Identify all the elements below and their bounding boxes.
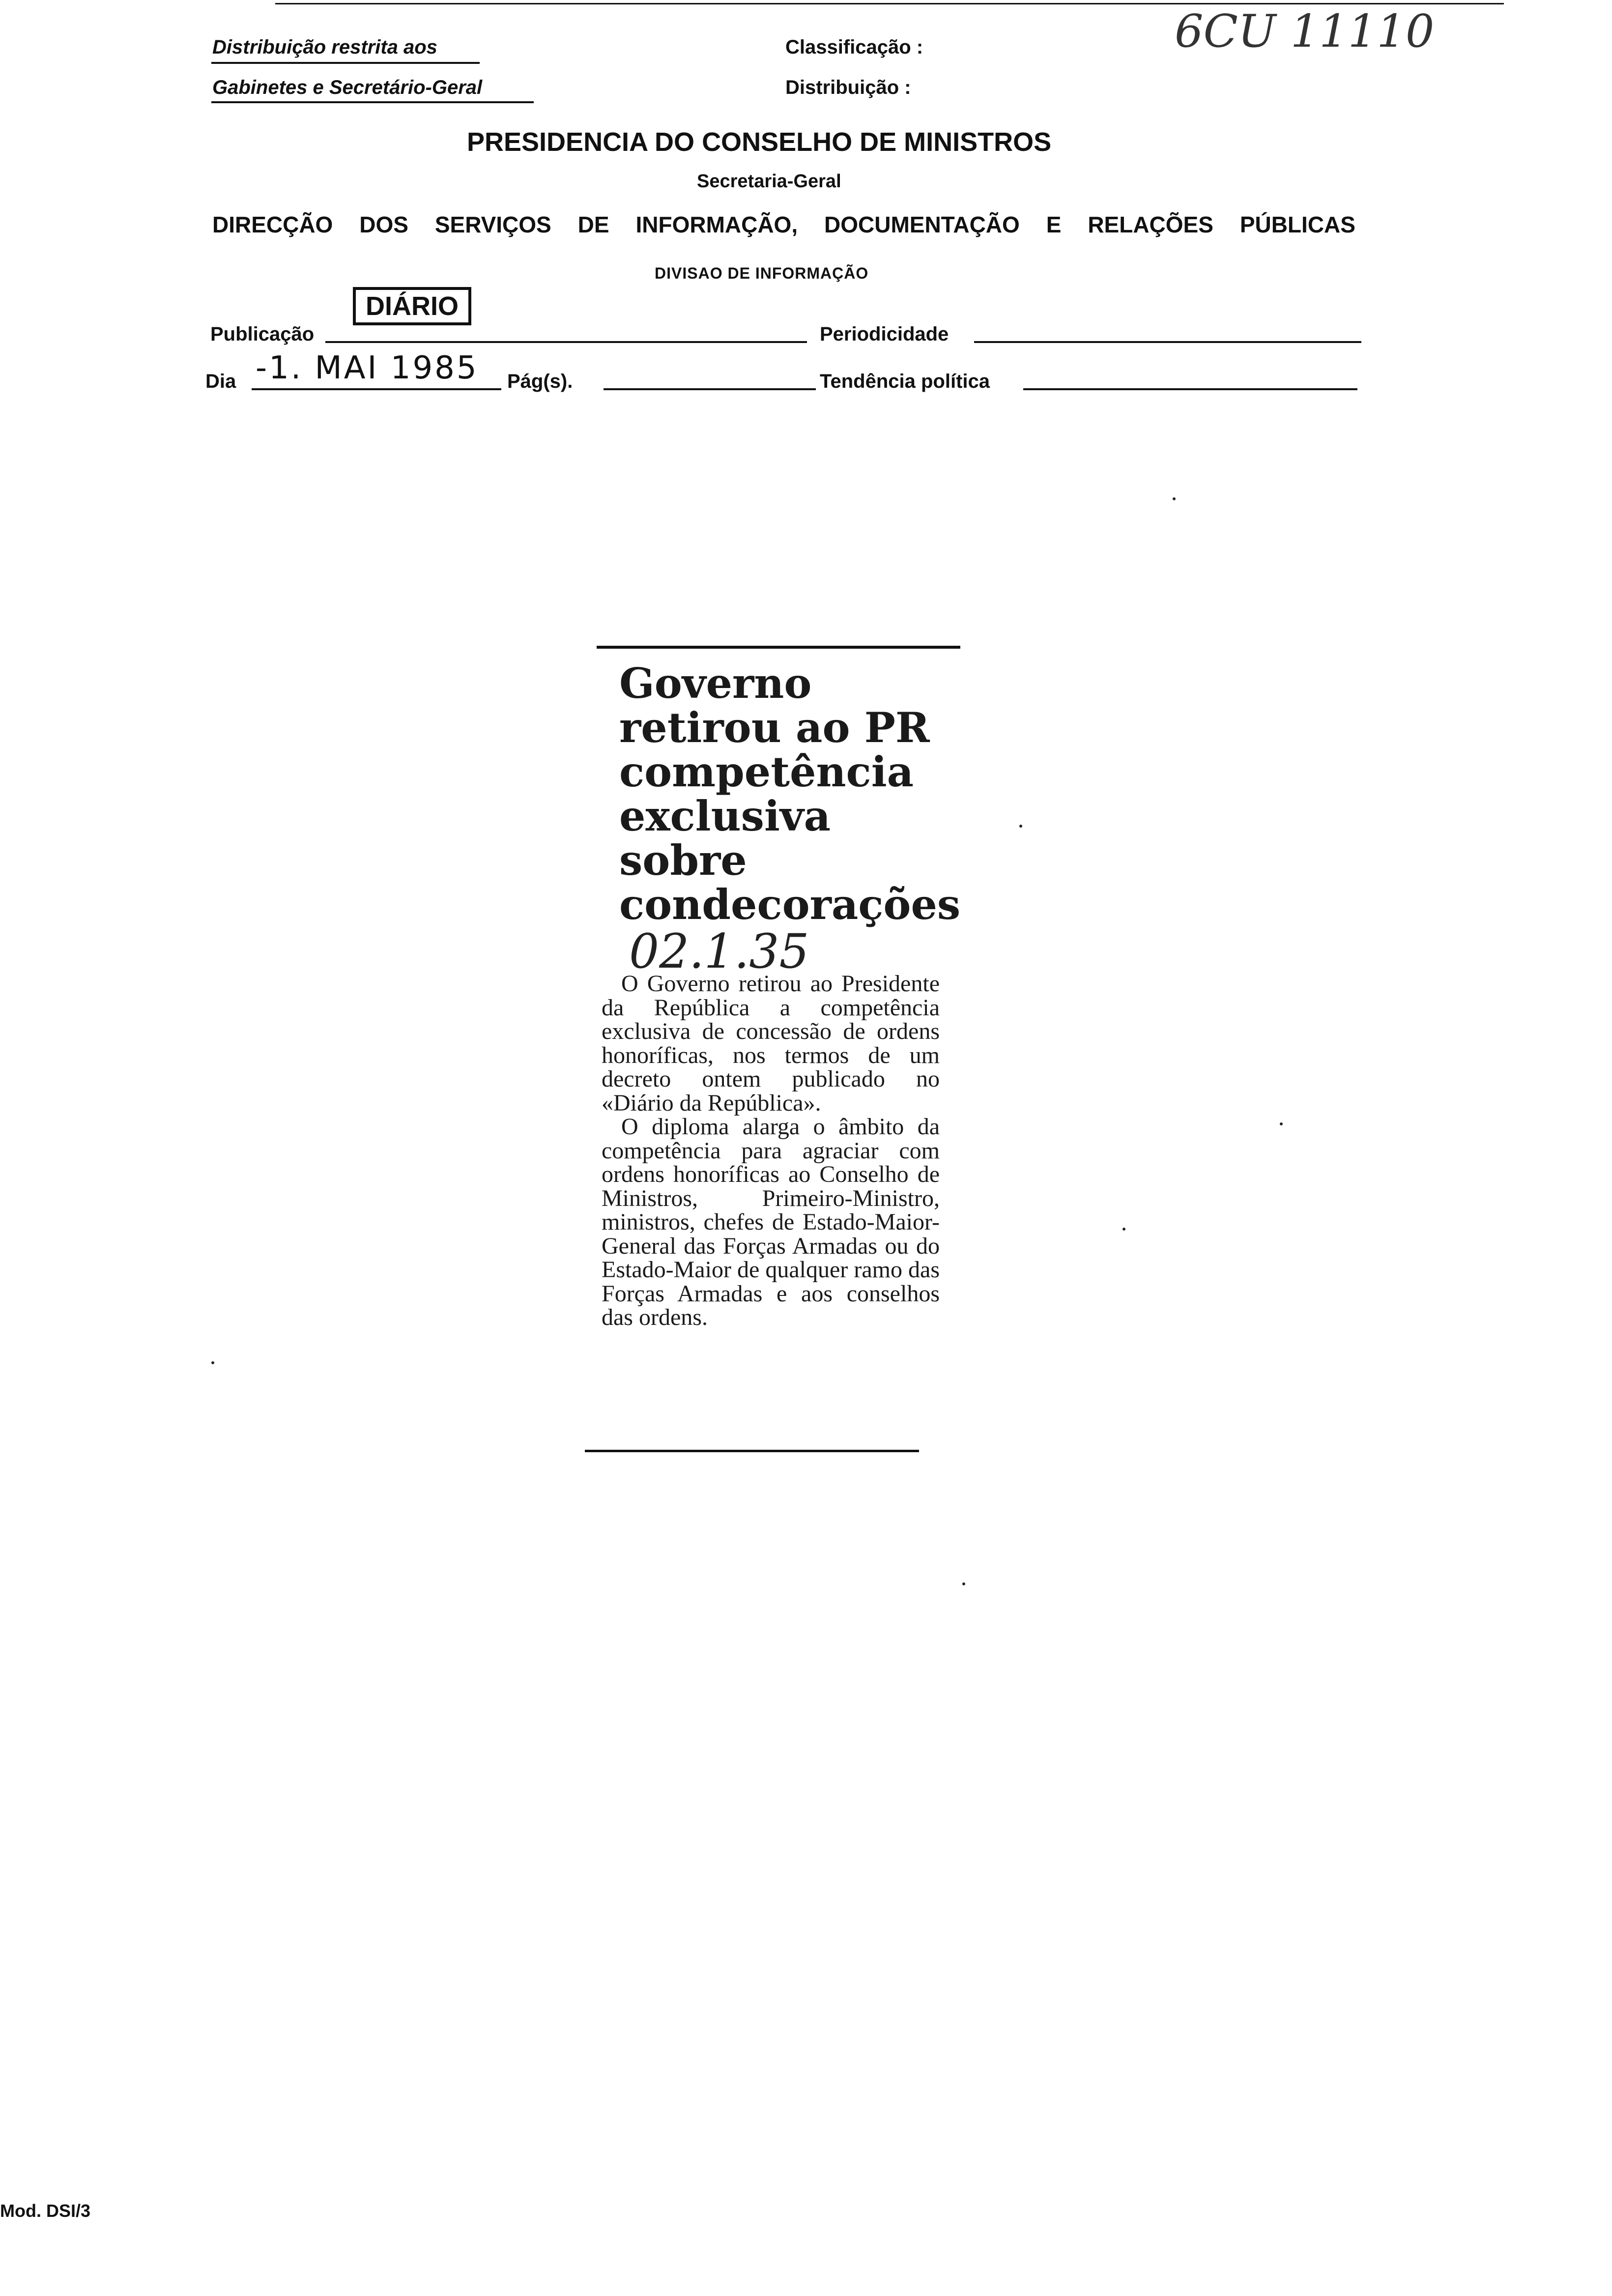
political-tendency-label: Tendência política [820,371,990,392]
scan-speck [1173,497,1176,500]
publication-field-line [325,341,807,343]
department-word: RELAÇÕES [1088,212,1213,237]
scan-speck [1019,825,1022,828]
scan-speck [1123,1228,1125,1231]
clipping-paragraph: O Governo retirou ao Presidente da República a competência exclusiva de concessão de ordens honoríficas, nos termos de um decreto ontem publicado no «Diário da República». [602,971,940,1116]
department-word: E [1046,212,1062,237]
headline-line: competência [619,747,914,796]
clipping-handwritten-note: 02.1.35 [629,924,809,979]
clipping-headline [619,661,963,927]
political-tendency-field-line [1023,388,1357,390]
department-word: DIRECÇÃO [212,212,333,237]
distribution-restricted-line2: Gabinetes e Secretário-Geral [212,77,483,98]
headline-line: retirou ao PR [619,703,930,752]
division-name: DIVISAO DE INFORMAÇÃO [655,264,869,282]
headline-line: exclusiva [619,792,831,840]
department-word: INFORMAÇÃO, [635,212,798,237]
department-word: DOS [359,212,408,237]
clipping-bottom-rule [585,1450,919,1452]
department-word: SERVIÇOS [434,212,551,237]
headline-line: sobre [619,836,747,885]
department-word: DE [577,212,609,237]
underline [211,101,534,103]
clipping-body [602,972,940,1330]
scan-speck [1280,1122,1283,1125]
page-title: PRESIDENCIA DO CONSELHO DE MINISTROS [467,127,1052,157]
scan-speck [211,1361,214,1364]
department-word: PÚBLICAS [1239,212,1355,237]
publication-stamp: DIÁRIO [353,287,471,325]
department-word: DOCUMENTAÇÃO [824,212,1020,237]
classification-label: Classificação : [785,36,923,58]
scan-edge-line [275,3,1504,4]
underline [211,62,480,64]
department-name [212,211,1355,238]
model-label: Mod. DSI/3 [0,2201,91,2221]
publication-label: Publicação [210,323,315,345]
handwritten-reference: 6CU 11110 [1175,5,1435,57]
pages-label: Pág(s). [507,371,573,392]
pages-field-line [604,388,816,390]
headline-line: Governo [619,659,812,708]
page-subtitle: Secretaria-Geral [697,171,841,192]
periodicity-field-line [974,341,1361,343]
clipping-paragraph: O diploma alarga o âmbito da competência para agraciar com ordens honoríficas ao Conselho de Ministros, Primeiro-Ministro, ministros, chefes de Estado-Maior-General das Forças Armadas ou do Estado-Maior de qualquer ramo das Forças Armadas e aos conselhos das ordens. [602,1114,940,1330]
periodicity-label: Periodicidade [820,323,949,345]
distribution-label: Distribuição : [785,77,911,98]
headline-line: condecorações [619,880,961,929]
day-label: Dia [205,371,236,392]
day-value: -1. MAI 1985 [256,350,479,386]
scan-speck [962,1582,965,1585]
distribution-restricted-line1: Distribuição restrita aos [212,36,437,58]
day-field-line [252,388,501,390]
clipping-top-rule [597,646,960,649]
